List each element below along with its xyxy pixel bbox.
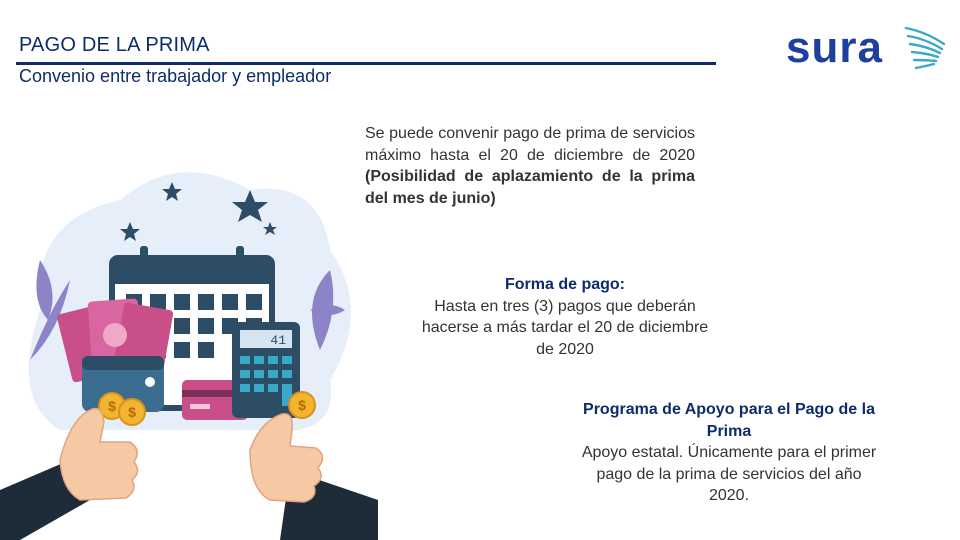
payment-method-block [420, 274, 710, 360]
payment-illustration [0, 160, 378, 540]
svg-text:$: $ [128, 404, 136, 420]
thumbs-up-right-icon [250, 414, 378, 540]
page-subtitle: Convenio entre trabajador y empleador [19, 66, 332, 86]
title-divider [16, 62, 716, 65]
payment-method-text: Hasta en tres (3) pagos que deberán hacerse a más tardar el 20 de diciembre de 2020 [421, 297, 709, 358]
support-program-block [580, 399, 878, 507]
logo-wing-icon [906, 28, 944, 68]
agreement-paragraph [365, 123, 695, 209]
payment-method-heading: Forma de pago: [504, 276, 625, 293]
logo-wordmark: sura [786, 23, 883, 72]
svg-text:$: $ [298, 397, 306, 413]
support-program-heading: Programa de Apoyo para el Pago de la Prima [583, 401, 875, 440]
calculator-display: 41 [270, 333, 286, 348]
sura-logo [786, 18, 948, 76]
page-title: PAGO DE LA PRIMA [19, 34, 210, 56]
agreement-text: Se puede convenir pago de prima de servicios máximo hasta el 20 de diciembre de 2020 [365, 125, 695, 164]
support-program-text: Apoyo estatal. Únicamente para el primer pago de la prima de servicios del año 2020. [581, 444, 877, 504]
agreement-bold-note: (Posibilidad de aplazamiento de la prima del mes de junio) [365, 168, 695, 207]
svg-text:$: $ [108, 398, 116, 414]
